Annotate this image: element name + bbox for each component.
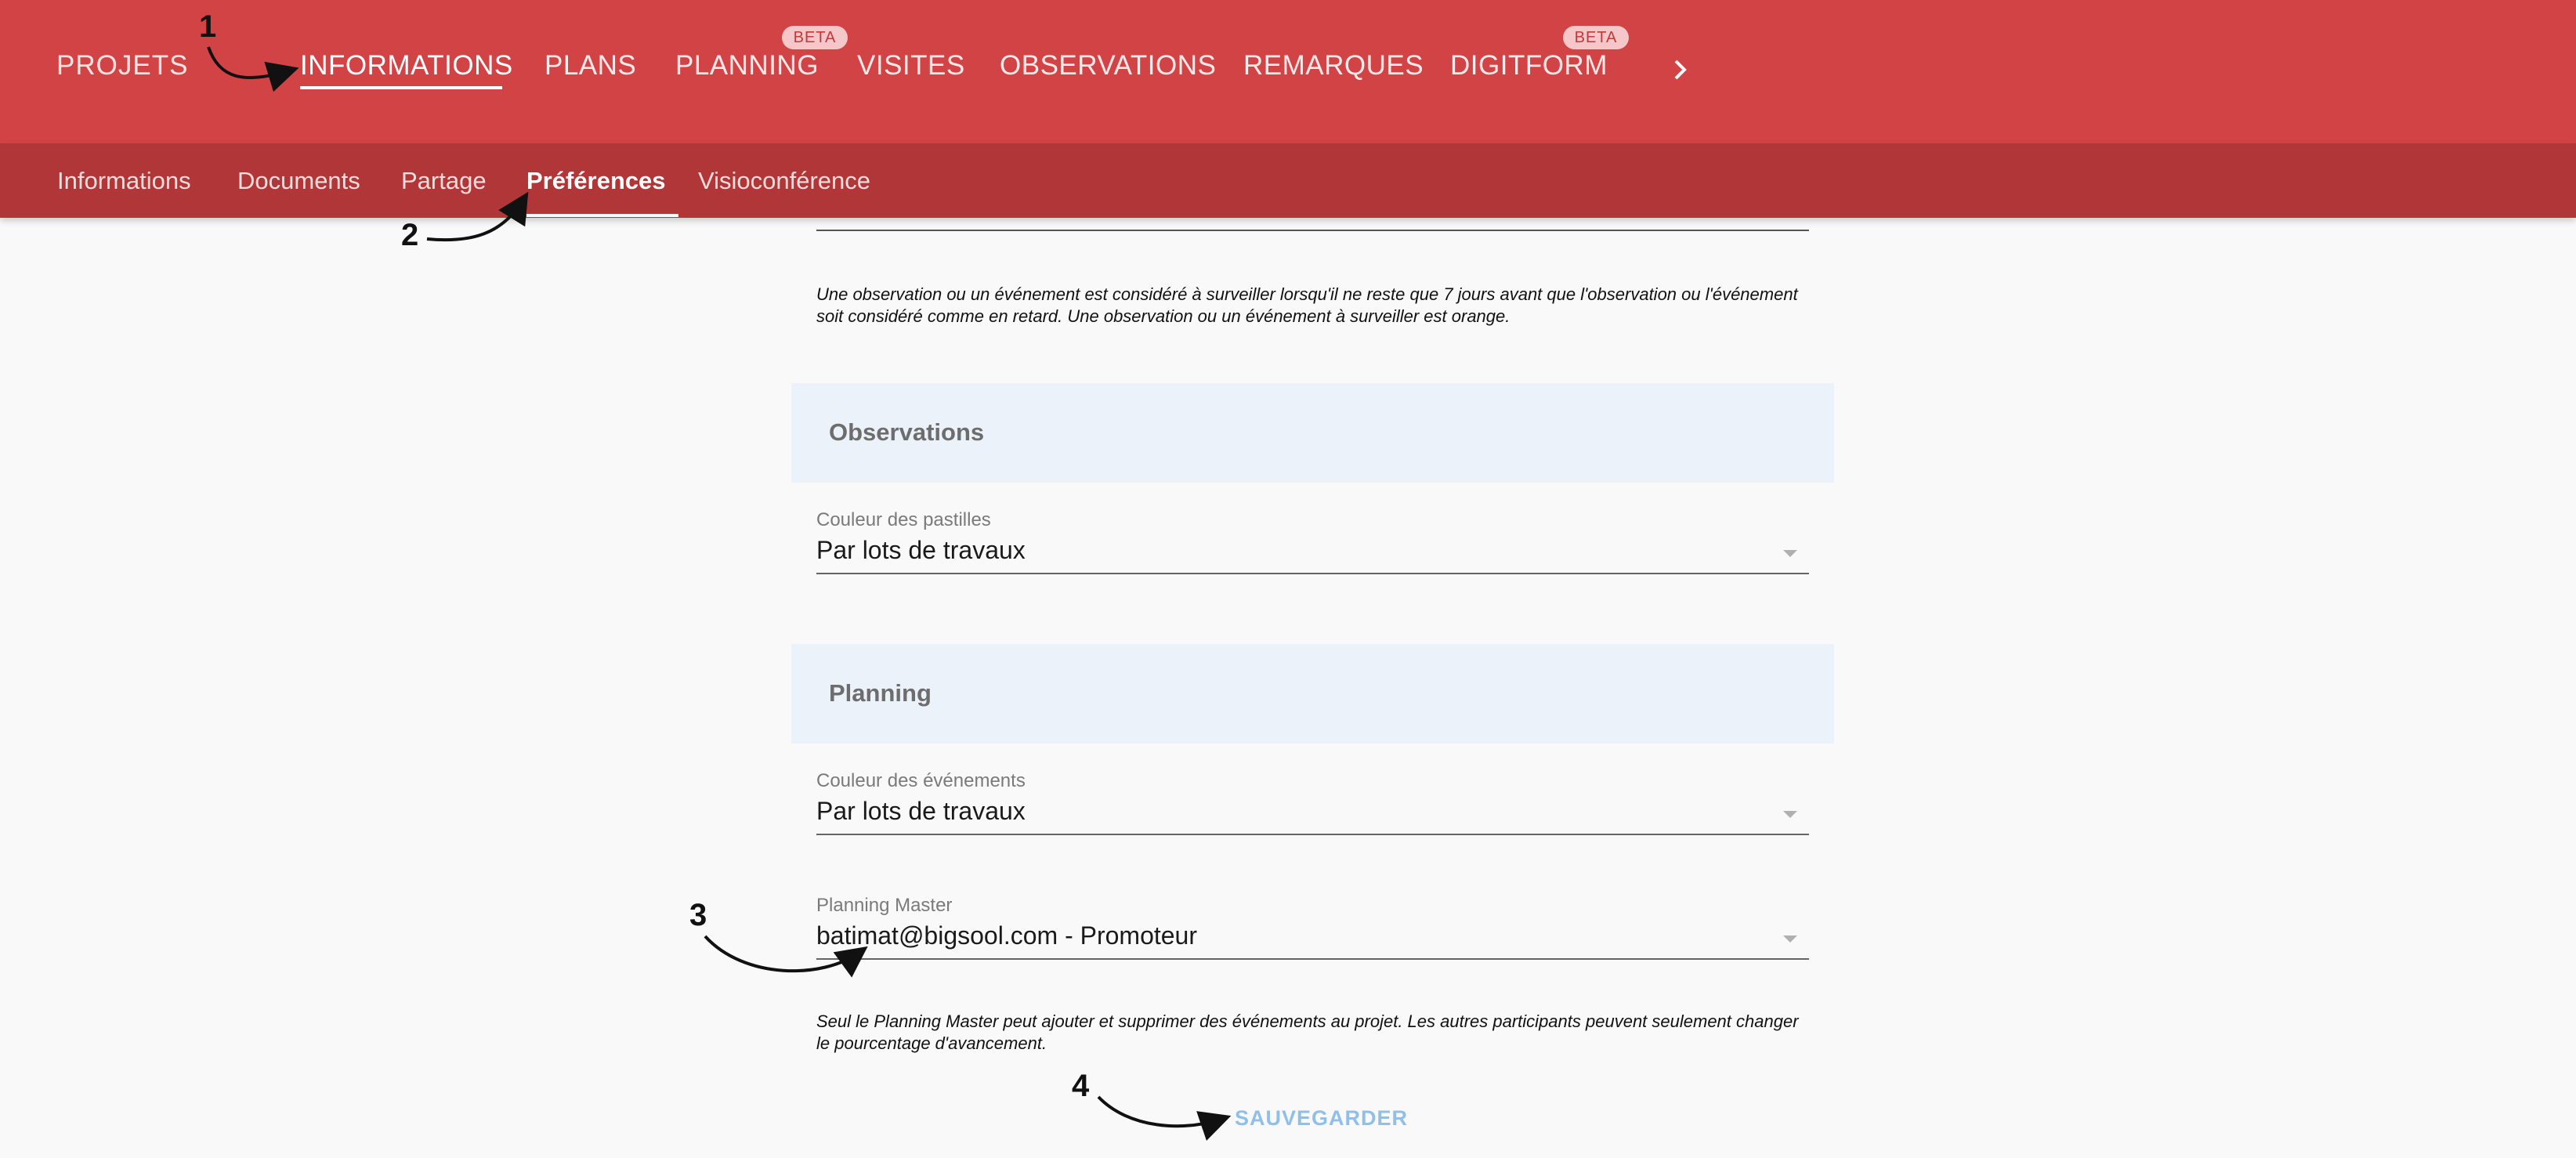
save-button[interactable]: SAUVEGARDER: [1235, 1106, 1409, 1130]
pastilles-color-label: Couleur des pastilles: [816, 509, 991, 530]
tab-remarques[interactable]: REMARQUES: [1243, 50, 1424, 81]
subtab-informations[interactable]: Informations: [57, 167, 191, 194]
step-marker-3: 3: [689, 898, 707, 932]
arrow-1: [208, 47, 290, 78]
tab-observations[interactable]: OBSERVATIONS: [1000, 50, 1217, 81]
step-marker-2: 2: [401, 218, 419, 252]
arrow-3: [705, 936, 860, 971]
projects-link[interactable]: PROJETS: [56, 50, 189, 81]
arrow-4: [1098, 1097, 1222, 1126]
subtab-preferences[interactable]: Préférences: [526, 167, 666, 194]
planning-master-note: Seul le Planning Master peut ajouter et supprimer des événements au projet. Les autres participants peuvent seulement changer le pourcentage d'avancement.: [816, 1011, 1799, 1053]
surveillance-note: Une observation ou un événement est considéré à surveiller lorsqu'il ne reste que 7 jours avant que l'observation ou l'événement soit considéré comme en retard. Une observation ou un événement à surveiller est orange.: [816, 284, 1798, 326]
step-marker-1: 1: [199, 9, 217, 44]
observations-section-title: Observations: [829, 418, 985, 446]
digitform-beta-badge: BETA: [1563, 26, 1629, 49]
planning-section-title: Planning: [829, 679, 932, 707]
pastilles-color-select[interactable]: Par lots de travaux: [816, 536, 1026, 564]
subtab-visioconference[interactable]: Visioconférence: [698, 167, 871, 194]
planning-master-select[interactable]: batimat@bigsool.com - Promoteur: [816, 921, 1197, 950]
events-color-select[interactable]: Par lots de travaux: [816, 797, 1026, 825]
arrow-2: [427, 200, 523, 240]
tab-plans[interactable]: PLANS: [545, 50, 637, 81]
subtab-partage[interactable]: Partage: [401, 167, 487, 194]
events-color-label: Couleur des événements: [816, 770, 1026, 791]
planning-beta-badge: BETA: [782, 26, 848, 49]
tab-digitform[interactable]: DIGITFORM: [1450, 50, 1608, 81]
subtab-documents[interactable]: Documents: [237, 167, 360, 194]
tab-planning[interactable]: PLANNING: [675, 50, 819, 81]
step-marker-4: 4: [1072, 1069, 1090, 1103]
planning-master-label: Planning Master: [816, 895, 953, 916]
tab-informations[interactable]: INFORMATIONS: [300, 50, 513, 81]
tab-visites[interactable]: VISITES: [857, 50, 965, 81]
